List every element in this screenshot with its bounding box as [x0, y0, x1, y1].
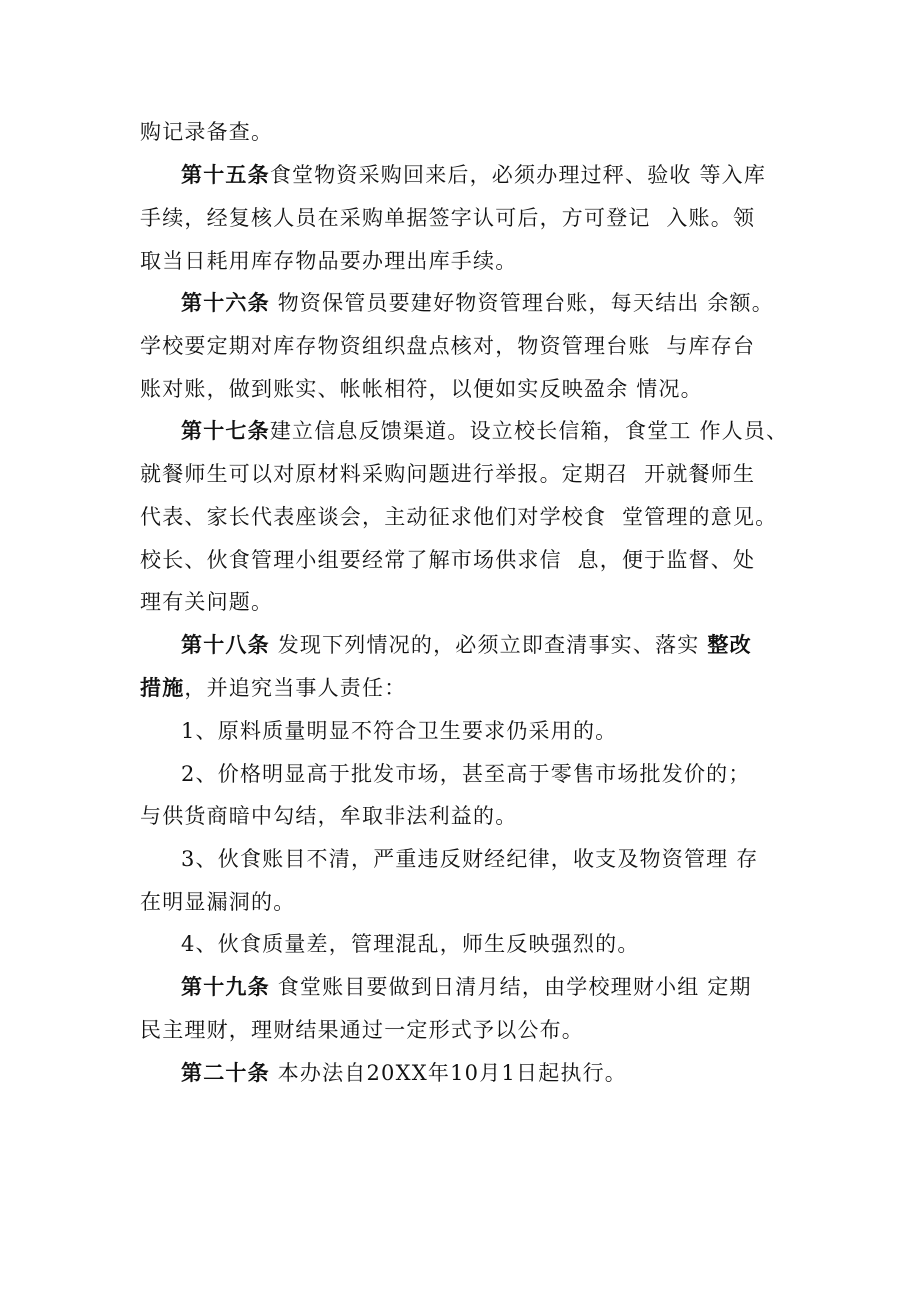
article-17-line-4: 校长、伙食管理小组要经常了解市场供求信 息，便于监督、处 [140, 548, 756, 572]
article-18-bold-tail: 整改 [707, 632, 752, 657]
article-16-text: 物资保管员要建好物资管理台账，每天结出 余额。 [269, 291, 774, 315]
article-19-line-1 [181, 972, 752, 1002]
article-17-line-1 [181, 416, 788, 446]
article-20-line-1 [181, 1058, 627, 1088]
article-18-item-3-line-2: 在明显漏洞的。 [140, 890, 296, 914]
article-17-heading: 第十七条 [181, 418, 270, 443]
article-15-line-1 [181, 160, 766, 190]
article-18-item-3-line-1: 3、伙食账目不清，严重违反财经纪律，收支及物资管理 存 [181, 847, 759, 871]
article-16-line-1 [181, 288, 774, 318]
article-16-heading: 第十六条 [181, 290, 270, 315]
article-15-heading: 第十五条 [181, 162, 270, 187]
article-18-heading: 第十八条 [181, 632, 270, 657]
article-18-item-2-line-1: 2、价格明显高于批发市场，甚至高于零售市场批发价的； [181, 762, 751, 786]
article-16-line-2: 学校要定期对库存物资组织盘点核对，物资管理台账 与库存台 [140, 334, 756, 358]
article-18-item-1: 1、原料质量明显不符合卫生要求仍采用的。 [181, 719, 618, 743]
article-18-item-2-line-2: 与供货商暗中勾结，牟取非法利益的。 [140, 804, 518, 828]
article-16-line-3: 账对账，做到账实、帐帐相符，以便如实反映盈余 情况。 [140, 377, 703, 401]
article-17-line-2: 就餐师生可以对原材料采购问题进行举报。定期召 开就餐师生 [140, 462, 756, 486]
article-18-line-2-text: ，并追究当事人责任： [184, 676, 407, 700]
article-17-line-3: 代表、家长代表座谈会，主动征求他们对学校食 堂管理的意见。 [140, 505, 778, 529]
article-17-line-5: 理有关问题。 [140, 590, 274, 614]
article-19-text: 食堂账目要做到日清月结，由学校理财小组 定期 [269, 975, 752, 999]
article-19-heading: 第十九条 [181, 974, 270, 999]
article-18-item-4: 4、伙食质量差，管理混乱，师生反映强烈的。 [181, 932, 640, 956]
article-15-text: 食堂物资采购回来后，必须办理过秤、验收 等入库 [269, 163, 767, 187]
intro-line: 购记录备查。 [140, 120, 274, 144]
article-17-text: 建立信息反馈渠道。设立校长信箱，食堂工 作人员、 [269, 419, 789, 443]
article-15-line-3: 取当日耗用库存物品要办理出库手续。 [140, 249, 518, 273]
article-18-bold-head: 措施 [140, 675, 185, 700]
article-20-text: 本办法自20XX年10月1日起执行。 [269, 1061, 627, 1085]
article-18-line-2 [140, 673, 406, 703]
article-18-text: 发现下列情况的，必须立即查清事实、落实 [269, 633, 708, 657]
article-18-line-1 [181, 630, 752, 660]
article-19-line-2: 民主理财，理财结果通过一定形式予以公布。 [140, 1018, 584, 1042]
article-15-line-2: 手续，经复核人员在采购单据签字认可后，方可登记 入账。领 [140, 206, 756, 230]
article-20-heading: 第二十条 [181, 1060, 270, 1085]
